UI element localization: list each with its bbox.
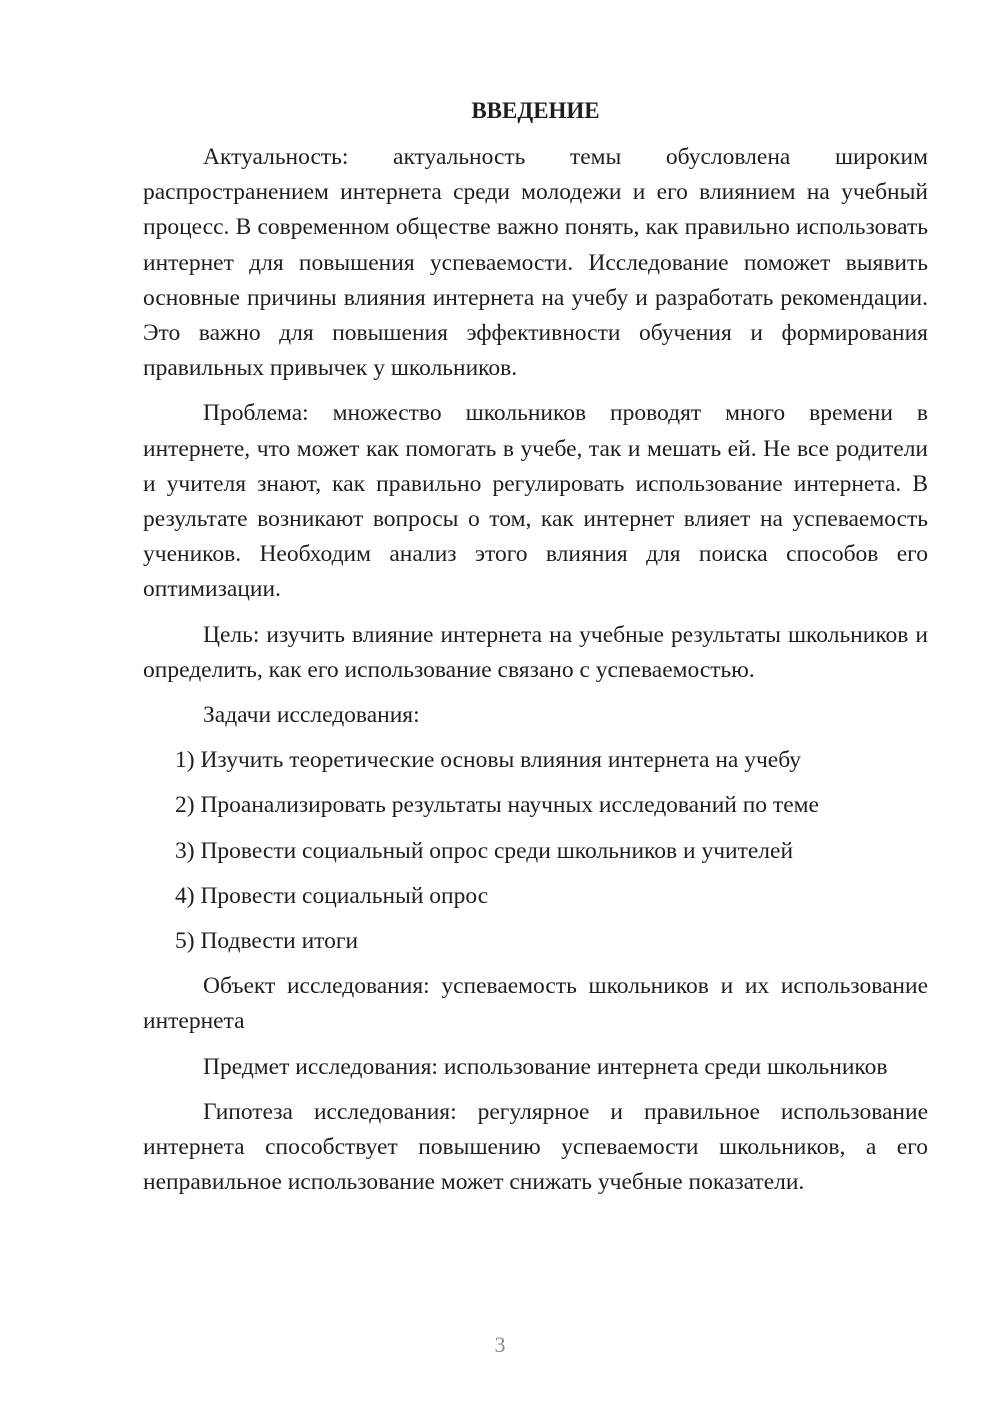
task-item-4: 4) Провести социальный опрос [175, 882, 489, 909]
task-item-1: 1) Изучить теоретические основы влияния интернета на учебу [175, 747, 802, 774]
task-item-3: 3) Провести социальный опрос среди школьников и учителей [175, 837, 794, 864]
task-item-2: 2) Проанализировать результаты научных исследований по теме [175, 792, 819, 819]
task-list [143, 743, 928, 959]
paragraph-hypothesis: Гипотеза исследования: регулярное и правильное использование интернета способствует повышению успеваемости школьников, а его неправильное использование может снижать учебные показатели. [143, 1098, 928, 1196]
task-item-5: 5) Подвести итоги [175, 928, 359, 955]
paragraph-subject: Предмет исследования: использование интернета среди школьников [203, 1053, 888, 1080]
paragraph-object: Объект исследования: успеваемость школьников и их использование интернета [143, 973, 928, 1035]
document-body [143, 93, 928, 1200]
page-number: 3 [494, 1332, 506, 1357]
paragraph-relevance: Актуальность: актуальность темы обусловлена широким распространением интернета среди молодежи и его влиянием на учебный процесс. В современном обществе важно понять, как правильно использовать интернет для повышения успеваемости. Исследование поможет выявить основные причины влияния интернета на учебу и разработать рекомендации. Это важно для повышения эффективности обучения и формирования правильных привычек у школьников. [143, 144, 928, 382]
paragraph-problem: Проблема: множество школьников проводят много времени в интернете, что может как помогать в учебе, так и мешать ей. Не все родители и учителя знают, как правильно регулировать использование интернета. В результате возникают вопросы о том, как интернет влияет на успеваемость учеников. Необходим анализ этого влияния для поиска способов его оптимизации. [143, 400, 928, 603]
paragraph-goal: Цель: изучить влияние интернета на учебные результаты школьников и определить, как его использование связано с успеваемостью. [143, 621, 928, 683]
page-title: ВВЕДЕНИЕ [471, 98, 600, 123]
tasks-heading: Задачи исследования: [203, 702, 420, 729]
